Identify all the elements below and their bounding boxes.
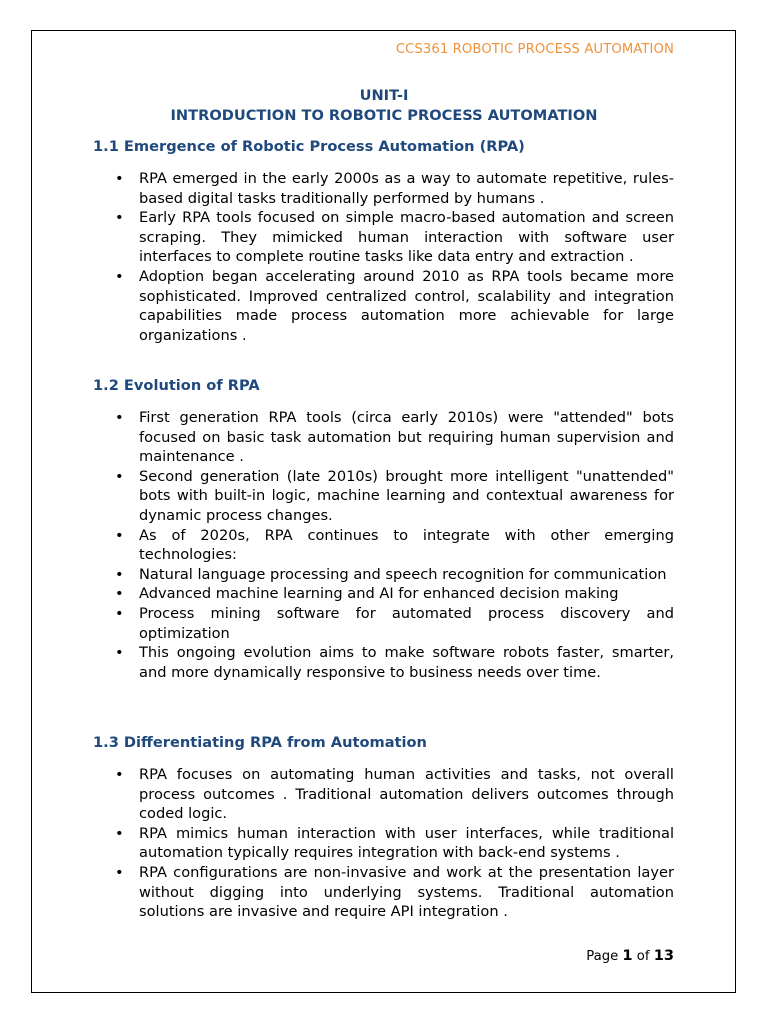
bullet-icon: • <box>115 766 124 783</box>
bullet-icon: • <box>115 824 124 842</box>
bullet-list-1-2 <box>93 408 674 682</box>
bullet-list-1-1 <box>93 169 674 345</box>
page-label: Page <box>586 949 619 964</box>
of-label: of <box>636 949 650 964</box>
bullet-icon: • <box>115 467 124 485</box>
bullet-icon: • <box>115 267 124 285</box>
bullet-icon: • <box>115 863 124 881</box>
list-item: • RPA mimics human interaction with user interfaces, while traditional automation typically requires integration with back-end systems . <box>115 824 674 862</box>
page-current: 1 <box>622 947 633 964</box>
section-heading-1-2: 1.2 Evolution of RPA <box>93 377 260 394</box>
list-item: • Advanced machine learning and AI for enhanced decision making <box>115 585 619 603</box>
page-total: 13 <box>653 947 674 964</box>
list-item: • As of 2020s, RPA continues to integrate with other emerging technologies: <box>115 526 674 564</box>
bullet-icon: • <box>115 526 124 544</box>
bullet-icon: • <box>115 585 124 603</box>
section-heading-1-1: 1.1 Emergence of Robotic Process Automation (RPA) <box>93 138 525 155</box>
list-item: • First generation RPA tools (circa early 2010s) were "attended" bots focused on basic task automation but requiring human supervision and maintenance . <box>115 409 674 466</box>
list-item: • RPA configurations are non-invasive and work at the presentation layer without digging into underlying systems. Traditional automation solutions are invasive and require API integration . <box>115 863 674 921</box>
bullet-icon: • <box>115 170 124 187</box>
bullet-icon: • <box>115 409 124 426</box>
running-header: CCS361 ROBOTIC PROCESS AUTOMATION <box>395 42 674 57</box>
page-number <box>586 947 674 964</box>
section-heading-1-3: 1.3 Differentiating RPA from Automation <box>93 734 427 751</box>
bullet-icon: • <box>115 644 124 662</box>
list-item: • Adoption began accelerating around 2010 as RPA tools became more sophisticated. Improved centralized control, scalability and integration capabilities made process automation more achievable for large organizations . <box>115 267 674 344</box>
bullet-icon: • <box>115 604 124 622</box>
unit-title <box>0 86 768 126</box>
list-item: • RPA emerged in the early 2000s as a way to automate repetitive, rules-based digital tasks traditionally performed by humans . <box>115 170 674 207</box>
bullet-icon: • <box>115 565 124 583</box>
bullet-icon: • <box>115 209 124 227</box>
list-item: • Second generation (late 2010s) brought more intelligent "unattended" bots with built-in logic, machine learning and contextual awareness for dynamic process changes. <box>115 467 674 524</box>
bullet-list-1-3 <box>93 765 674 922</box>
list-item: • Process mining software for automated process discovery and optimization <box>115 604 674 642</box>
list-item: • RPA focuses on automating human activities and tasks, not overall process outcomes . Traditional automation delivers outcomes through coded logic. <box>115 766 674 823</box>
list-item: • This ongoing evolution aims to make software robots faster, smarter, and more dynamically responsive to business needs over time. <box>115 644 674 681</box>
unit-name: INTRODUCTION TO ROBOTIC PROCESS AUTOMATION <box>170 107 598 124</box>
unit-number: UNIT-I <box>359 87 409 104</box>
list-item: • Natural language processing and speech recognition for communication <box>115 565 667 583</box>
list-item: • Early RPA tools focused on simple macro-based automation and screen scraping. They mimicked human interaction with software user interfaces to complete routine tasks like data entry and extraction . <box>115 209 674 266</box>
